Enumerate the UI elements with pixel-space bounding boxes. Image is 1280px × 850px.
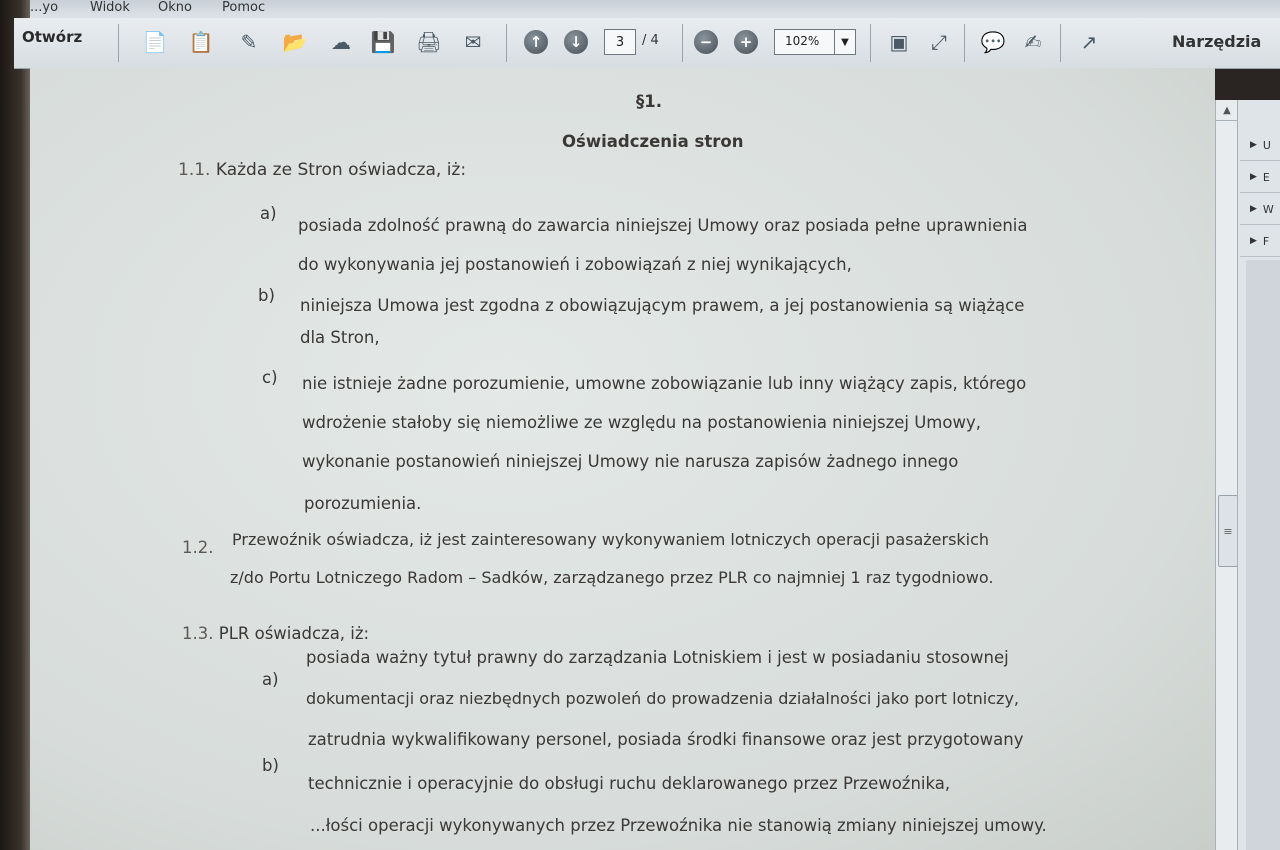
toolbar (14, 18, 1280, 69)
fit-page-icon[interactable]: ▣ (889, 30, 909, 54)
item-label: a) (262, 670, 279, 689)
paragraph-text: PLR oświadcza, iż: (218, 624, 370, 643)
item-label: c) (262, 368, 278, 387)
chevron-right-icon: ▶ (1250, 204, 1257, 214)
toolbar-separator (682, 24, 683, 62)
paragraph-number: 1.3. (182, 624, 214, 643)
item-text-line: niniejsza Umowa jest zgodna z obowiązującym prawem, a jej postanowienia są wiążące (300, 296, 1025, 315)
menu-bar (30, 0, 1280, 18)
combine-files-icon[interactable]: 📋 (188, 30, 214, 54)
menu-item-window[interactable]: Okno (158, 0, 192, 15)
paragraph-text: Każda ze Stron oświadcza, iż: (215, 160, 467, 180)
toolbar-separator (1060, 24, 1061, 62)
section-heading: Oświadczenia stron (562, 132, 744, 151)
item-text-line: posiada zdolność prawną do zawarcia niniejszej Umowy oraz posiada pełne uprawnienia (298, 216, 1028, 235)
panel-item-label: U (1262, 138, 1271, 152)
save-icon[interactable]: 💾 (370, 30, 396, 54)
item-label: b) (262, 756, 279, 775)
menu-item-view[interactable]: Widok (90, 0, 130, 15)
paragraph-text-line: Przewoźnik oświadcza, iż jest zainteresowany wykonywaniem lotniczych operacji pasażerskich (232, 530, 990, 549)
tools-button[interactable]: Narzędzia (1172, 32, 1262, 51)
item-text-line: nie istnieje żadne porozumienie, umowne zobowiązanie lub inny wiążący zapis, którego (302, 374, 1027, 393)
create-pdf-icon[interactable]: 📄 (142, 30, 168, 54)
zoom-value: 102% (785, 34, 820, 48)
scroll-thumb[interactable]: ≡ (1218, 495, 1238, 567)
zoom-out-icon[interactable]: − (694, 30, 718, 54)
cloud-upload-icon[interactable]: ☁ (331, 30, 351, 54)
item-text-line: wdrożenie stałoby się niemożliwe ze względu na postanowienia niniejszej Umowy, (302, 413, 981, 432)
paragraph-1-3 (182, 624, 369, 643)
panel-item[interactable] (1240, 194, 1280, 225)
document-page (30, 68, 1215, 850)
zoom-in-icon[interactable]: + (734, 30, 758, 54)
panel-item-label: F (1262, 234, 1270, 248)
item-text-line: porozumienia. (304, 494, 422, 513)
toolbar-separator (964, 24, 965, 62)
right-side-panel (1237, 100, 1280, 850)
panel-item-label: E (1262, 170, 1270, 184)
edit-document-icon[interactable]: ✎ (240, 30, 258, 54)
item-text-line: dla Stron, (300, 328, 380, 347)
item-text-line: technicznie i operacyjnie do obsługi ruchu deklarowanego przez Przewoźnika, (308, 774, 951, 793)
menu-item-help[interactable]: Pomoc (222, 0, 266, 15)
item-label: b) (258, 286, 275, 305)
item-text-line: zatrudnia wykwalifikowany personel, posiada środki finansowe oraz jest przygotowany (308, 730, 1024, 749)
item-text-line: do wykonywania jej postanowień i zobowiązań z niej wynikających, (298, 255, 852, 274)
zoom-select[interactable] (774, 29, 856, 55)
page-total: / 4 (642, 33, 659, 48)
item-label: a) (260, 204, 277, 223)
previous-page-icon[interactable]: ↑ (524, 30, 548, 54)
chevron-right-icon: ▶ (1250, 172, 1257, 182)
vertical-scrollbar[interactable] (1215, 100, 1238, 850)
toolbar-separator (506, 24, 507, 62)
highlight-icon[interactable]: ✍ (1024, 30, 1042, 54)
item-text-line-partial: ...łości operacji wykonywanych przez Przewoźnika nie stanowią zmiany niniejszej umowy. (310, 816, 1047, 835)
print-icon[interactable]: 🖨 (416, 30, 442, 54)
panel-background (1246, 260, 1280, 850)
fullscreen-icon[interactable]: ↗ (1080, 30, 1098, 54)
paragraph-number: 1.1. (178, 160, 211, 180)
email-icon[interactable]: ✉ (464, 30, 482, 54)
item-text-line: posiada ważny tytuł prawny do zarządzania Lotniskiem i jest w posiadaniu stosownej (306, 648, 1009, 667)
comment-icon[interactable]: 💬 (980, 30, 1006, 54)
panel-item[interactable] (1240, 162, 1280, 193)
paragraph-text-line: z/do Portu Lotniczego Radom – Sadków, zarządzanego przez PLR co najmniej 1 raz tygodniowo. (230, 568, 994, 587)
fit-width-icon[interactable]: ⤢ (931, 30, 947, 54)
menu-item-partial[interactable]: ...yo (30, 0, 59, 15)
scroll-up-icon[interactable]: ▲ (1216, 100, 1238, 121)
paragraph-number: 1.2. (182, 538, 214, 557)
section-number: §1. (636, 92, 662, 111)
monitor-bezel (0, 0, 30, 850)
toolbar-separator (870, 24, 871, 62)
chevron-right-icon: ▶ (1250, 236, 1257, 246)
page-number-input[interactable]: 3 (604, 29, 636, 55)
item-text-line: wykonanie postanowień niniejszej Umowy nie narusza zapisów żadnego innego (302, 452, 959, 471)
item-text-line: dokumentacji oraz niezbędnych pozwoleń do prowadzenia działalności jako port lotniczy, (306, 689, 1019, 708)
panel-item[interactable] (1240, 130, 1280, 161)
chevron-down-icon[interactable]: ▼ (834, 30, 855, 54)
paragraph-1-1 (178, 160, 466, 180)
chevron-right-icon: ▶ (1250, 140, 1257, 150)
panel-item[interactable] (1240, 226, 1280, 257)
next-page-icon[interactable]: ↓ (564, 30, 588, 54)
open-button[interactable]: Otwórz (22, 28, 83, 46)
toolbar-separator (118, 24, 119, 62)
open-folder-icon[interactable]: 📂 (282, 30, 308, 54)
panel-item-label: W (1262, 202, 1274, 216)
